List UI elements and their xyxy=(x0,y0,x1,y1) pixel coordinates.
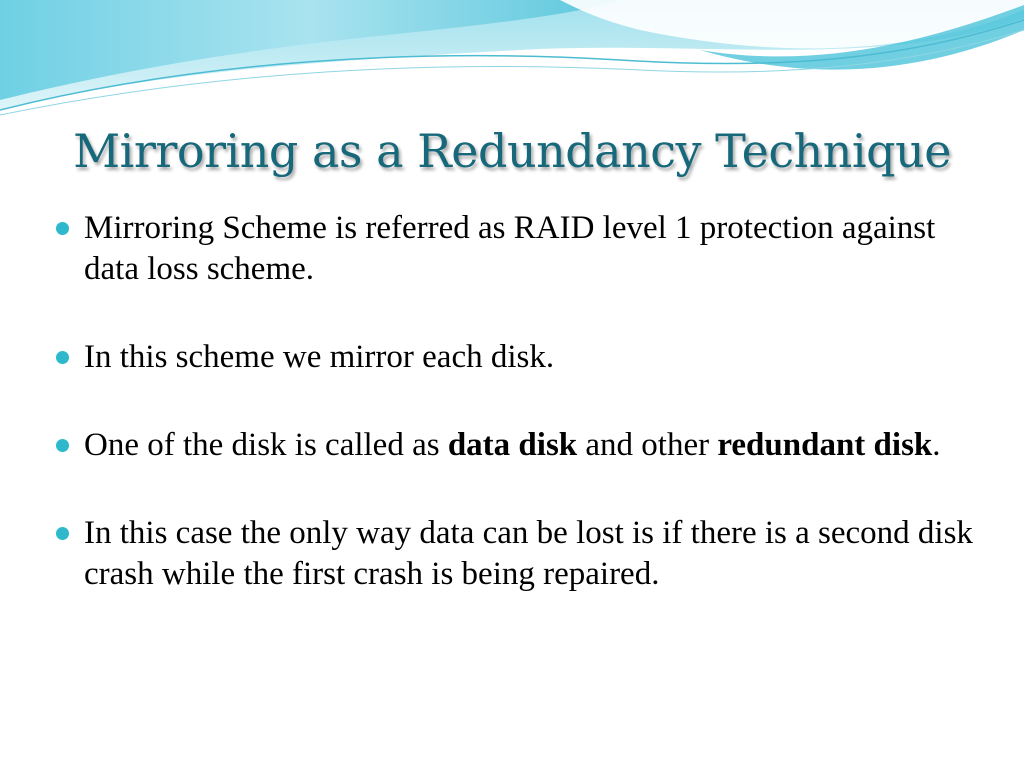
bullet-dot-icon xyxy=(56,439,69,452)
slide-title: Mirroring as a Redundancy Technique xyxy=(73,124,951,178)
bullet-dot-icon xyxy=(56,222,69,235)
bullet-text-part: One of the disk is called as xyxy=(84,427,448,463)
bullet-dot-icon xyxy=(56,351,69,364)
bullet-text: Mirroring Scheme is referred as RAID level 1 protection against data loss scheme. xyxy=(84,210,936,287)
bullet-item xyxy=(56,208,986,290)
bold-term-redundant-disk: redundant disk xyxy=(717,427,933,463)
bullet-text-part: and other xyxy=(577,427,718,463)
bullet-text: In this scheme we mirror each disk. xyxy=(84,339,555,375)
bullet-dot-icon xyxy=(56,527,69,540)
bold-term-data-disk: data disk xyxy=(447,427,578,463)
bullet-text xyxy=(84,427,941,463)
bullet-list xyxy=(56,208,986,642)
bullet-item xyxy=(56,337,986,378)
bullet-item xyxy=(56,425,986,466)
bullet-text-part: . xyxy=(932,427,941,463)
bullet-text: In this case the only way data can be lost is if there is a second disk crash while the first crash is being repaired. xyxy=(84,515,973,592)
wave-header-decoration xyxy=(0,0,1024,130)
bullet-item xyxy=(56,513,986,595)
